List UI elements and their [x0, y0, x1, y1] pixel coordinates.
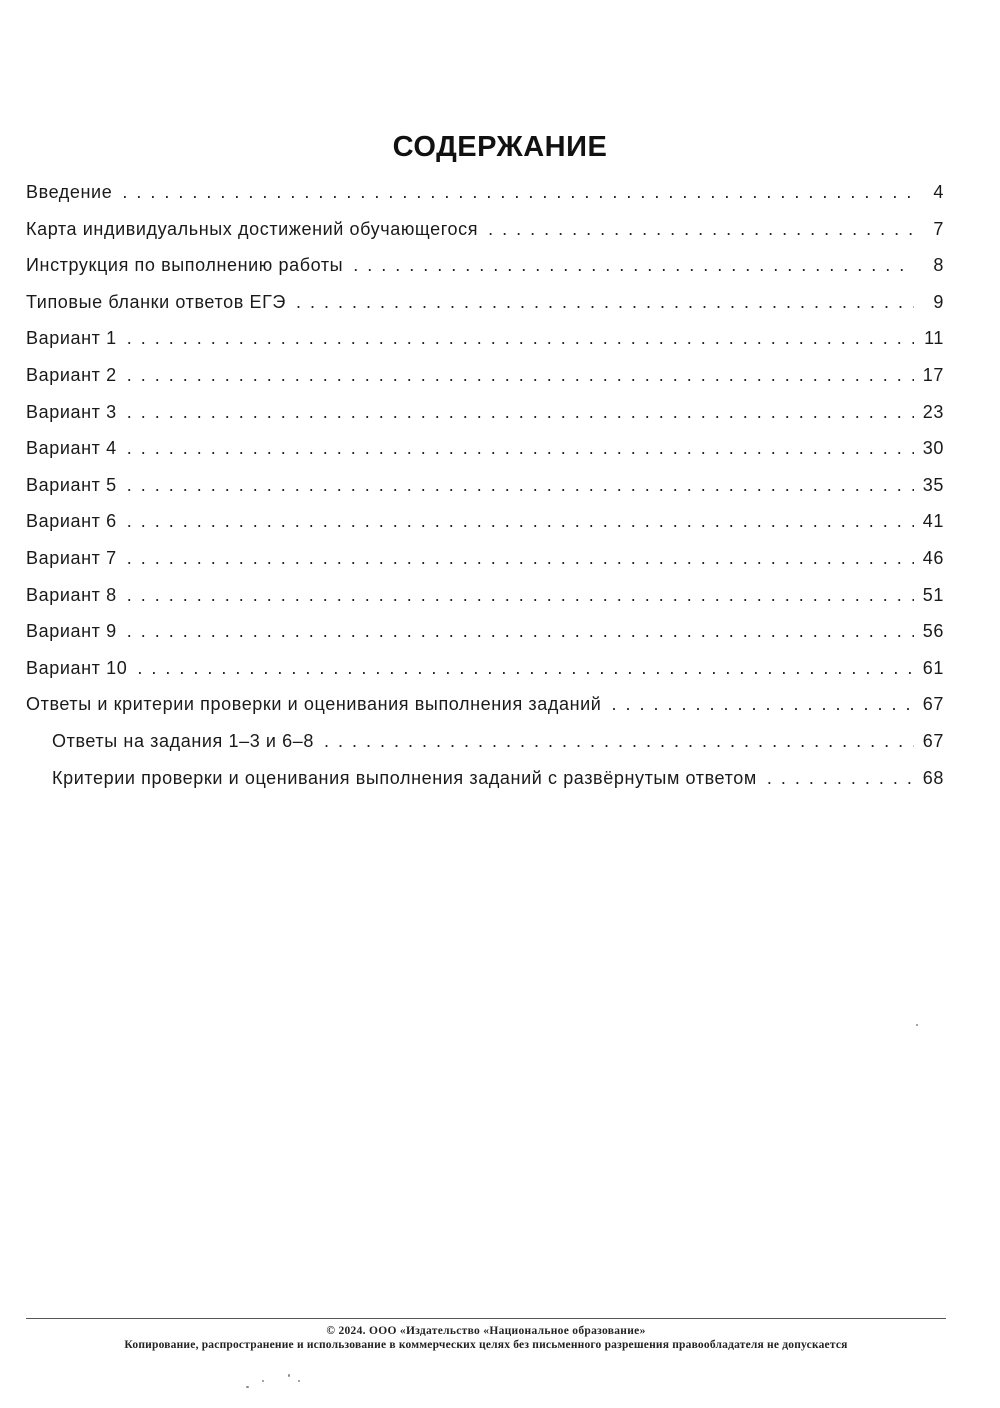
- footer-copyright: © 2024. ООО «Издательство «Национальное образование»: [326, 1325, 646, 1337]
- toc-entry-variant-9: [26, 613, 944, 650]
- toc-entry-label: Инструкция по выполнению работы: [26, 255, 344, 276]
- toc-entry-answer-forms: [26, 284, 944, 321]
- toc-entry-label: Вариант 4: [26, 438, 117, 459]
- toc-leader-dots: [324, 723, 914, 760]
- toc-entry-label: Вариант 9: [26, 621, 117, 642]
- toc-leader-dots: [611, 686, 914, 723]
- toc-entry-variant-3: [26, 394, 944, 431]
- toc-subentry-criteria: [26, 760, 944, 797]
- scan-speck: [916, 1024, 918, 1026]
- toc-entry-page: 35: [922, 474, 944, 495]
- toc-entry-answers-and-criteria: [26, 686, 944, 723]
- toc-entry-page: 30: [922, 438, 944, 459]
- toc-entry-variant-4: [26, 430, 944, 467]
- toc-entry-label: Вариант 6: [26, 511, 117, 532]
- toc-entry-page: 11: [924, 328, 944, 349]
- toc-entry-variant-5: [26, 467, 944, 504]
- toc-entry-label: Введение: [26, 182, 113, 202]
- toc-entry-label: Ответы на задания 1–3 и 6–8: [52, 730, 314, 751]
- toc-leader-dots: [127, 320, 914, 357]
- footer-divider: [26, 1318, 946, 1319]
- toc-entry-page: 67: [922, 694, 944, 715]
- toc-entry-page: 23: [922, 401, 944, 422]
- toc-entry-page: 8: [933, 255, 944, 276]
- toc-entry-page: 4: [933, 182, 944, 202]
- table-of-contents: [26, 174, 944, 796]
- toc-subentry-answers: [26, 723, 944, 760]
- toc-leader-dots: [137, 650, 914, 687]
- toc-entry-label: Ответы и критерии проверки и оценивания выполнения заданий: [26, 694, 602, 715]
- toc-entry-page: 9: [933, 291, 944, 312]
- toc-leader-dots: [767, 760, 914, 797]
- toc-leader-dots: [296, 284, 914, 321]
- toc-leader-dots: [127, 503, 914, 540]
- toc-leader-dots: [127, 394, 914, 431]
- footer-copy-notice: Копирование, распространение и использование в коммерческих целях без письменного разрешения правообладателя не допускается: [124, 1339, 848, 1351]
- scan-speck: [298, 1380, 300, 1382]
- toc-entry-achievement-map: [26, 211, 944, 248]
- toc-leader-dots: [127, 613, 914, 650]
- toc-entry-label: Вариант 7: [26, 547, 117, 568]
- toc-entry-page: 61: [922, 657, 944, 678]
- toc-entry-instructions: [26, 247, 944, 284]
- toc-entry-page: 56: [922, 621, 944, 642]
- toc-entry-page: 17: [922, 364, 944, 385]
- toc-entry-label: Вариант 8: [26, 584, 117, 605]
- toc-entry-page: 46: [922, 547, 944, 568]
- scan-speck: [246, 1386, 249, 1388]
- toc-entry-label: Вариант 2: [26, 364, 117, 385]
- toc-leader-dots: [127, 577, 914, 614]
- toc-leader-dots: [127, 540, 914, 577]
- toc-entry-variant-2: [26, 357, 944, 394]
- toc-entry-variant-7: [26, 540, 944, 577]
- toc-entry-label: Вариант 1: [26, 328, 117, 349]
- toc-leader-dots: [127, 467, 914, 504]
- toc-leader-dots: [127, 430, 914, 467]
- toc-entry-introduction: [26, 174, 944, 211]
- toc-entry-label: Критерии проверки и оценивания выполнения заданий с развёрнутым ответом: [52, 767, 757, 788]
- toc-entry-page: 68: [922, 767, 944, 788]
- toc-entry-variant-10: [26, 650, 944, 687]
- scan-speck: [288, 1374, 290, 1377]
- toc-entry-label: Вариант 10: [26, 657, 128, 678]
- toc-entry-label: Типовые бланки ответов ЕГЭ: [26, 291, 286, 312]
- toc-entry-page: 67: [922, 730, 944, 751]
- toc-entry-page: 7: [933, 218, 944, 239]
- toc-entry-page: 41: [922, 511, 944, 532]
- page-title: СОДЕРЖАНИЕ: [392, 131, 608, 164]
- toc-leader-dots: [122, 174, 914, 211]
- toc-entry-variant-6: [26, 503, 944, 540]
- toc-entry-page: 51: [922, 584, 944, 605]
- toc-leader-dots: [353, 247, 914, 284]
- toc-entry-variant-8: [26, 577, 944, 614]
- toc-leader-dots: [127, 357, 914, 394]
- toc-entry-label: Карта индивидуальных достижений обучающегося: [26, 218, 479, 239]
- toc-leader-dots: [488, 211, 914, 248]
- toc-entry-label: Вариант 3: [26, 401, 117, 422]
- toc-entry-label: Вариант 5: [26, 474, 117, 495]
- scan-speck: [262, 1380, 264, 1382]
- toc-entry-variant-1: [26, 320, 944, 357]
